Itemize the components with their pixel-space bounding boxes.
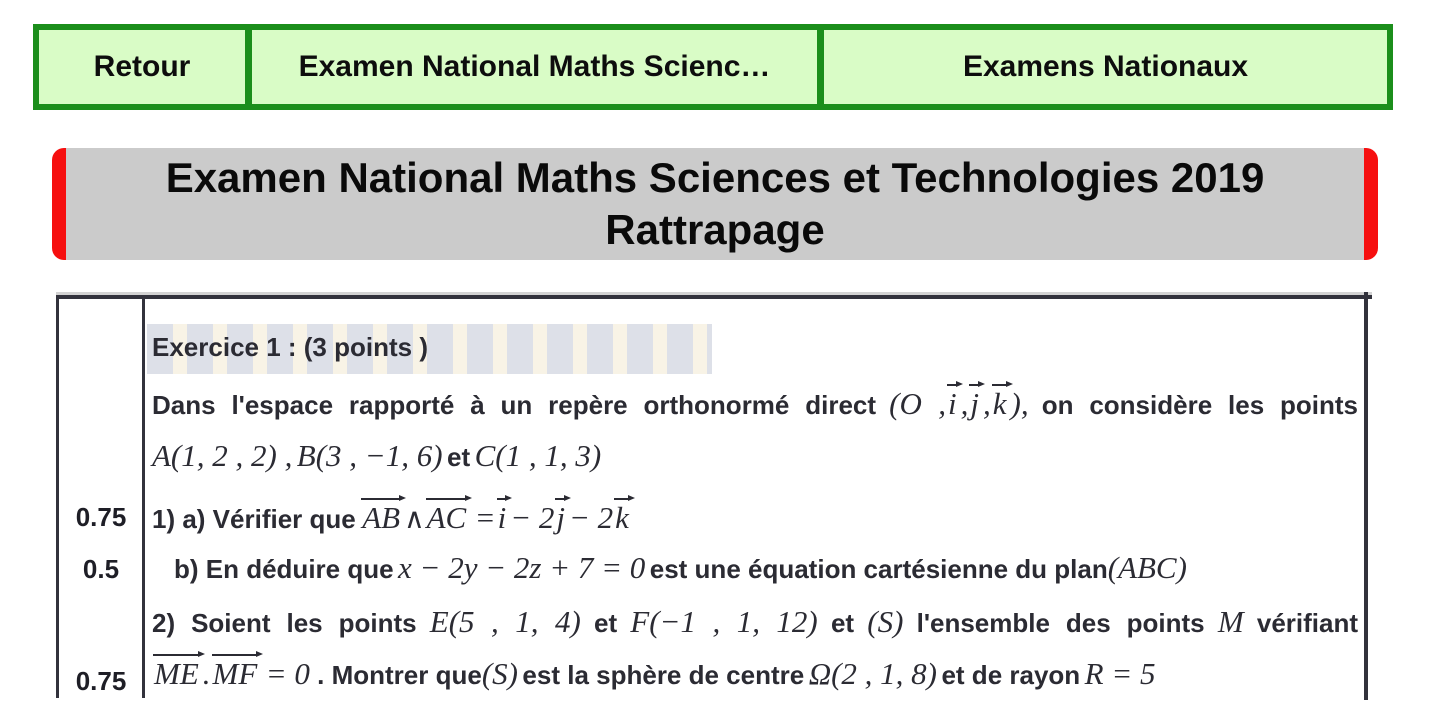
page-title: Examen National Maths Sciences et Technologies 2019 xyxy=(165,154,1265,201)
radius-value: R = 5 xyxy=(1084,656,1156,691)
question-2-continuation-line xyxy=(152,653,1358,692)
sheet-right-rule xyxy=(1364,292,1368,700)
q1a-minus-2k: − 2 xyxy=(568,500,614,535)
sheet-left-rule xyxy=(56,295,59,698)
mark-value-3: 0.75 xyxy=(75,666,127,696)
current-page-label: Examen National Maths Scienc… xyxy=(298,50,771,83)
q2b-text-2: est la sphère de centre xyxy=(522,660,805,690)
section-tab[interactable] xyxy=(817,30,1387,104)
q2-et-1: et xyxy=(593,608,618,638)
q1b-text-2: est une équation cartésienne du plan xyxy=(649,554,1108,584)
q2b-text-3: et de rayon xyxy=(941,660,1081,690)
intro-text-1: Dans l'espace rapporté à un repère orthonormé direct xyxy=(152,390,877,420)
point-m: M xyxy=(1217,604,1244,639)
marks-column-rule xyxy=(142,298,145,698)
vector-ab: AB xyxy=(360,497,404,533)
q2-text-3: vérifiant xyxy=(1256,608,1359,638)
sheet-top-rule xyxy=(56,295,1372,299)
q1a-equals: = xyxy=(474,500,496,535)
q1b-text-1: b) En déduire que xyxy=(174,554,394,584)
frame-close: ), xyxy=(1010,386,1029,421)
q2b-equals-zero: = 0 xyxy=(265,656,310,691)
vector-me: ME xyxy=(152,653,203,689)
q1a-text: 1) a) Vérifier que xyxy=(152,504,356,534)
q2b-dot: . xyxy=(202,656,211,691)
frame-open: (O , xyxy=(889,386,947,421)
q1b-equation: x − 2y − 2z + 7 = 0 xyxy=(398,550,646,585)
points-et: et xyxy=(447,442,471,472)
mark-value-2: 0.5 xyxy=(82,554,120,584)
point-c: C(1 , 1, 3) xyxy=(474,438,602,473)
q2-text-1: 2) Soient les points xyxy=(152,608,417,638)
vector-k2: k xyxy=(613,497,633,533)
vector-j: j xyxy=(968,383,983,419)
section-label: Examens Nationaux xyxy=(962,50,1249,83)
back-button[interactable] xyxy=(39,30,245,104)
q2b-sphere-s: (S) xyxy=(481,656,518,691)
question-1b-line xyxy=(152,550,1358,586)
back-button-label: Retour xyxy=(93,50,191,83)
mark-value-1: 0.75 xyxy=(75,502,127,532)
vector-ac: AC xyxy=(425,497,471,533)
q2-et-2: et xyxy=(830,608,855,638)
point-a: A(1, 2 , 2) , xyxy=(152,438,293,473)
q1a-minus-2j: − 2 xyxy=(510,500,555,535)
q1b-plan-abc: (ABC) xyxy=(1107,550,1187,585)
point-b: B(3 , −1, 6) xyxy=(296,438,443,473)
vector-i: i xyxy=(946,383,961,419)
frame-comma-2: , xyxy=(983,386,991,421)
sphere-s: (S) xyxy=(867,604,904,639)
vector-mf: MF xyxy=(211,653,262,689)
top-nav-bar xyxy=(33,24,1393,110)
vector-k: k xyxy=(991,383,1011,419)
question-2-line xyxy=(152,604,1358,640)
wedge-operator: ∧ xyxy=(404,502,425,535)
point-f: F(−1 , 1, 12) xyxy=(630,604,818,639)
exercise-intro-line xyxy=(152,383,1358,422)
intro-text-2: on considère les points xyxy=(1041,390,1359,420)
frame-comma-1: , xyxy=(960,386,969,421)
center-omega: Ω(2 , 1, 8) xyxy=(808,656,938,691)
q2b-text-1: . Montrer que xyxy=(309,660,482,690)
vector-j2: j xyxy=(554,497,569,533)
exercise-title: Exercice 1 : (3 points ) xyxy=(152,332,428,362)
page-subtitle: Rattrapage xyxy=(605,206,825,253)
page-title-banner xyxy=(52,148,1378,260)
point-e: E(5 , 1, 4) xyxy=(429,604,581,639)
question-1a-line xyxy=(152,497,1358,536)
q2-text-2: l'ensemble des points xyxy=(916,608,1205,638)
points-definition-line xyxy=(152,438,1358,474)
current-page-tab[interactable] xyxy=(245,30,817,104)
vector-i2: i xyxy=(496,497,511,533)
